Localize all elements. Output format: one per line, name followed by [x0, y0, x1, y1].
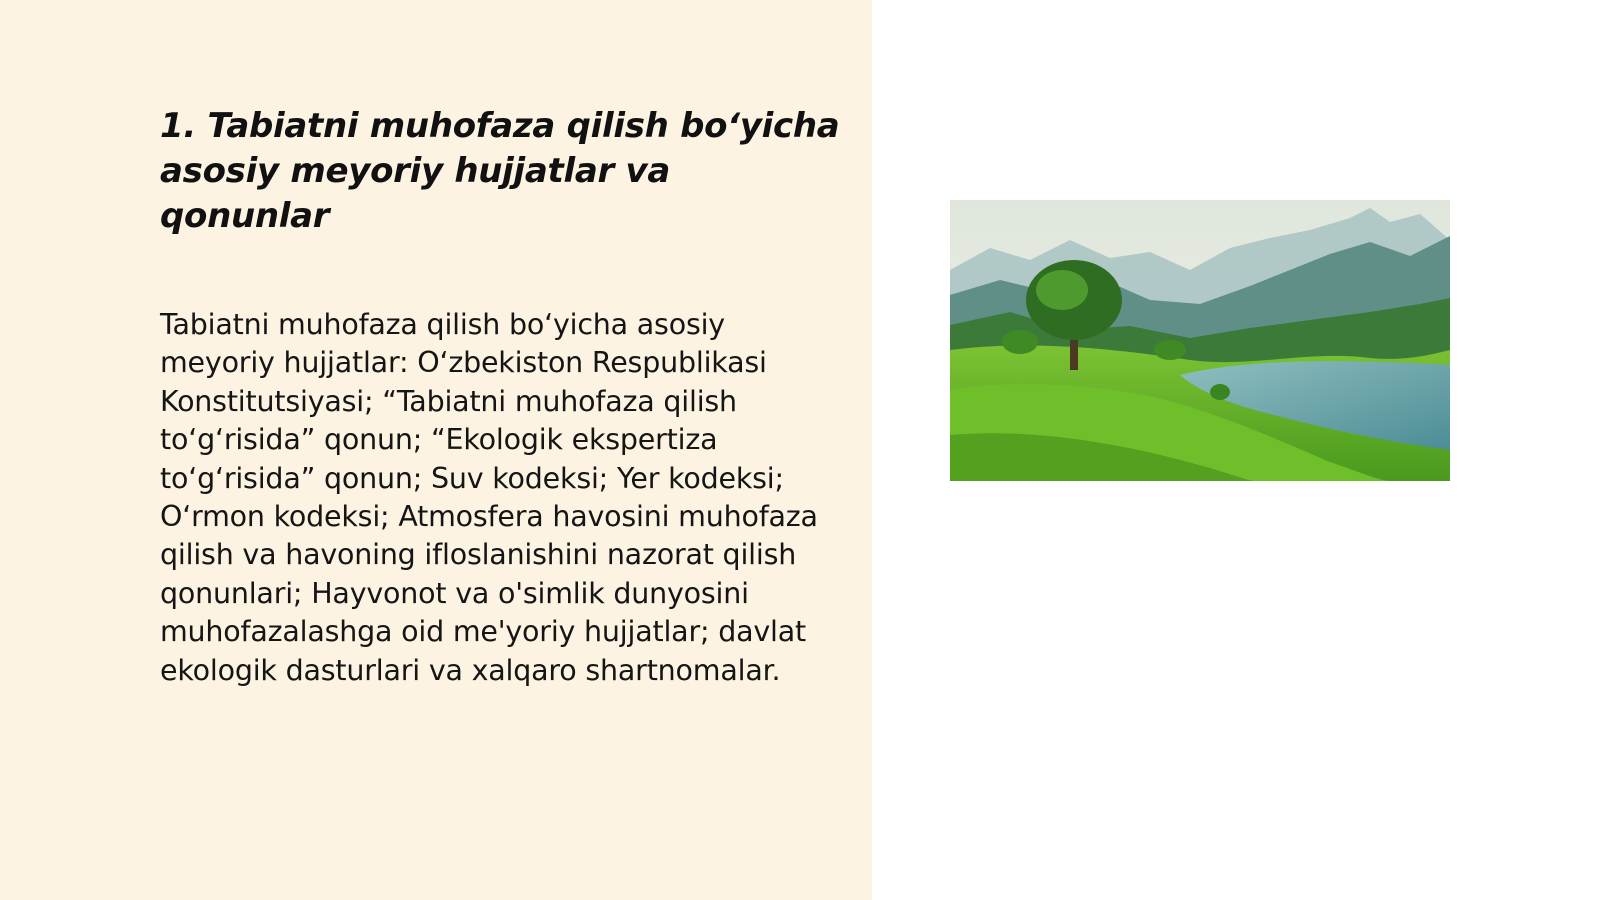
bush [1210, 384, 1230, 400]
tree-canopy-highlight [1036, 270, 1088, 310]
slide-body-text: Tabiatni muhofaza qilish bo‘yicha asosiy meyoriy hujjatlar: O‘zbekiston Respublikasi Konstitutsiyasi; “Tabiatni muhofaza qilish to‘g‘risida” qonun; “Ekologik ekspertiza to‘g‘risida” qonun; Suv kodeksi; Yer kodeksi; O‘rmon kodeksi; Atmosfera havosini muhofaza qilish va havoning ifloslanishini nazorat qilish qonunlari; Hayvonot va o'simlik dunyosini muhofazalashga oid me'yoriy hujjatlar; davlat ekologik dasturlari va xalqaro shartnomalar. [160, 308, 818, 687]
landscape-image [950, 200, 1450, 481]
bush [1002, 330, 1038, 354]
landscape-illustration [950, 200, 1450, 481]
slide-title: 1. Tabiatni muhofaza qilish bo‘yicha asosiy meyoriy hujjatlar va qonunlar [160, 106, 840, 236]
bush [1154, 340, 1186, 360]
